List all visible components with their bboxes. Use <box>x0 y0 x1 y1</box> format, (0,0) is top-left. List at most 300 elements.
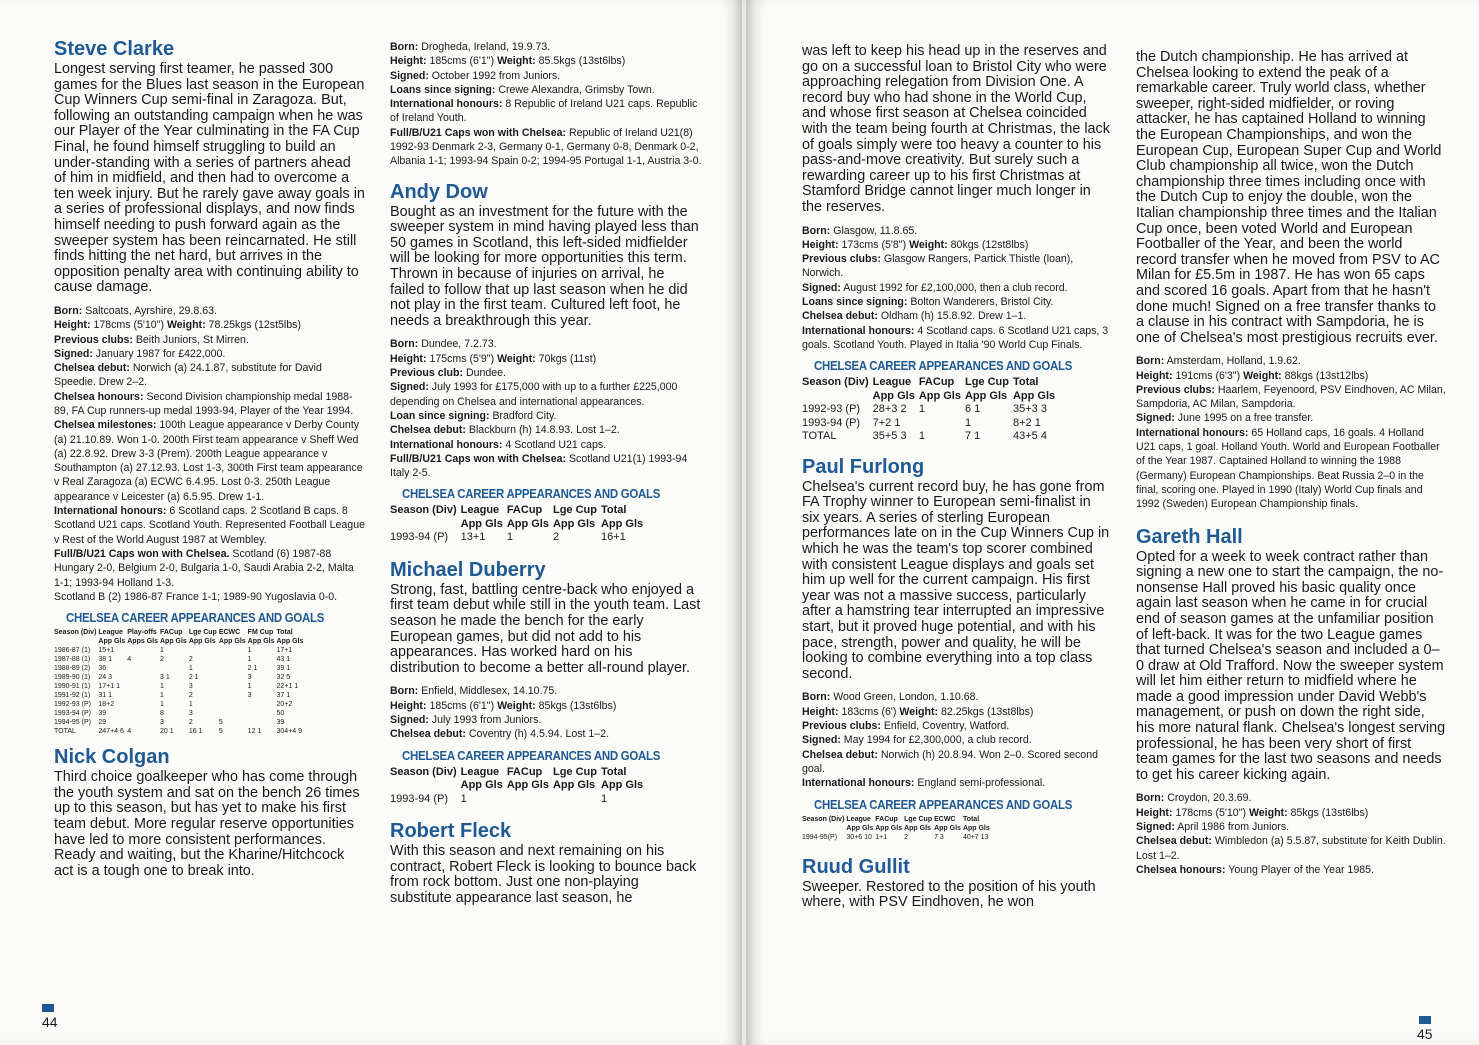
player-nick-colgan <box>54 746 366 879</box>
height-value: 185cms (6'1") <box>429 55 495 68</box>
born-value: Enfield, Middlesex, 14.10.75. <box>421 685 558 698</box>
table-cell: 1 <box>159 692 164 700</box>
table-header: League <box>98 629 123 637</box>
player-name: Gareth Hall <box>1136 525 1243 548</box>
table-cell: 1 <box>918 403 925 416</box>
weight-value: 70kgs (11st) <box>538 352 597 365</box>
table-cell: 1993-94 (P) <box>54 710 91 718</box>
table-header: FACup <box>875 815 898 823</box>
right-page <box>746 0 1479 1045</box>
weight-value: 80kgs (12st8lbs) <box>950 238 1029 251</box>
page-marker <box>1419 1016 1431 1024</box>
stat-label: Signed: <box>1136 412 1175 425</box>
table-cell: 17+1 1 <box>98 683 121 691</box>
table-header: League <box>846 815 871 823</box>
table-cell <box>127 718 160 727</box>
table-cell: 1+1 <box>875 833 888 841</box>
stat-label: Full/B/U21 Caps won with Chelsea: <box>390 126 567 139</box>
prev-clubs-value: Glasgow Rangers, Partick Thistle (loan), Norwich. <box>802 253 1074 280</box>
player-bio: Third choice goalkeeper who has come through the youth system and sat on the bench 26 times up to this season, but has yet to make his first team debut. More regular reserve opportunities have led to more consistent performances. Ready and waiting, but the Kharine/Hitchcock act is a tough one to break into. <box>54 769 360 879</box>
career-table-title: CHELSEA CAREER APPEARANCES AND GOALS <box>814 796 1073 812</box>
player-andy-dow <box>390 181 702 545</box>
table-cell <box>219 691 248 700</box>
table-cell <box>219 709 248 718</box>
stat-label: International honours: <box>390 98 503 111</box>
stat-label: Previous club: <box>390 367 463 380</box>
career-table <box>54 628 305 736</box>
prev-clubs-value: Enfield, Coventry, Watford. <box>883 720 1010 733</box>
table-cell: 35+3 3 <box>1012 403 1047 416</box>
table-header: App Gls <box>218 638 246 646</box>
table-cell: 39 <box>276 719 285 727</box>
table-cell: 12 1 <box>247 728 262 736</box>
prev-clubs-value: Beith Juniors, St Mirren. <box>135 333 249 346</box>
stat-label: Full/B/U21 Caps won with Chelsea: <box>390 452 567 465</box>
table-header: Season (Div) <box>390 504 457 517</box>
table-cell: 1988-89 (2) <box>54 665 91 673</box>
table-cell: 2 <box>188 692 193 700</box>
table-cell: 2 <box>188 656 193 664</box>
prev-clubs-value: Haarlem, Feyenoord, PSV Eindhoven, AC Milan, Sampdoria, AC Milan, Sampdoria. <box>1136 383 1446 411</box>
table-cell: 1 <box>188 701 193 709</box>
table-cell: 3 <box>159 719 164 727</box>
table-cell <box>127 673 160 682</box>
table-cell: 18+2 <box>98 701 115 709</box>
table-header: App Gls <box>964 389 1008 402</box>
table-cell <box>127 646 160 655</box>
career-table-title: CHELSEA CAREER APPEARANCES AND GOALS <box>402 486 661 502</box>
table-header: App Gls <box>552 517 596 530</box>
table-header: App Gls <box>159 638 187 646</box>
table-cell: 1 <box>159 647 164 655</box>
table-cell: 5 <box>218 719 223 727</box>
stat-label: Signed: <box>802 281 841 294</box>
table-cell: 1 <box>460 792 467 805</box>
player-michael-duberry <box>390 559 702 806</box>
player-bio: Opted for a week to week contract rather than signing a new one to start the campaign, the no-nonsense Hall proved his basic quality once again last season when he came in for crucial end of season games at the unfamiliar position of left-back. It was for the two League games that turned Chelsea's season and included a 0–0 draw at Old Trafford. Now the sweeper system will let him either return to midfield where he made a good impression under David Webb's management, or push on down the right side, his more natural flank. Chelsea's longest serving professional, he has been very short of first team games for the last two seasons and needs to get his career kicking again. <box>1136 548 1446 783</box>
stat-label: Height: <box>390 55 427 68</box>
table-header: App Gls <box>962 824 990 832</box>
table-cell: 3 <box>188 710 193 718</box>
career-table <box>802 815 992 842</box>
born-value: Drogheda, Ireland, 19.9.73. <box>421 41 551 53</box>
player-name: Nick Colgan <box>54 746 170 769</box>
born-value: Amsterdam, Holland, 1.9.62. <box>1166 355 1301 368</box>
stat-label: International honours: <box>802 777 915 790</box>
table-header: FM Cup <box>247 629 274 637</box>
stat-label: Signed: <box>390 381 429 394</box>
table-header: ECWC <box>934 815 956 823</box>
table-cell <box>127 700 160 709</box>
table-header: App Gls <box>872 389 915 402</box>
signed-value: June 1995 on a free transfer. <box>1177 412 1314 425</box>
table-header-row <box>802 824 992 833</box>
table-cell: 43+5 4 <box>1012 430 1047 443</box>
table-header: App Gls <box>1012 389 1056 402</box>
weight-value: 88kgs (13st12lbs) <box>1284 369 1369 382</box>
player-bio: the Dutch championship. He has arrived at Chelsea looking to extend the peak of a remarkable career. Truly world class, whether sweeper, right-sided midfielder, or roving attacker, he has captained Holland to winning the European Championships, and won the European Cup, European Super Cup and World Club championship all twice, won the Dutch championship three times including once with the Dutch Cup to enjoy the double, won the Italian championship three times and the Italian Cup once, been voted World and European Footballer of the Year, and been the world record transfer when he moved from PSV to AC Milan for £5.5m in 1987. He has won 65 caps and scored 16 goals. Apart from that he hasn't done much! Signed on a free transfer thanks to a clause in his contract with Sampdoria, he is one of Chelsea's most prestigious recruits ever. <box>1136 49 1442 346</box>
debut-value: Norwich (a) 24.1.87, substitute for David Speedie. Drew 2–2. <box>54 362 322 389</box>
table-cell: 1 <box>964 416 972 429</box>
debut-value: Norwich (h) 20.8.94. Won 2–0. Scored second goal. <box>802 748 1098 775</box>
table-header-row <box>390 766 647 780</box>
page-marker <box>42 1004 54 1012</box>
table-cell: 1989-90 (1) <box>54 674 91 682</box>
stat-label: Born: <box>1136 792 1165 805</box>
table-cell: 2 <box>159 656 164 664</box>
intl-value: 65 Holland caps, 16 goals. 4 Holland U21 caps, 1 goal. Holland Youth. World and European Footballer of the Year 1987. Captained Holland to winning the 1988 (Germany) European Championships. Beat Russia 2–0 in the final, scoring one. Played in 1990 (Italy) World Cup finals and 1992 (Sweden) European Championship finals. <box>1136 426 1440 511</box>
table-cell <box>127 691 160 700</box>
milestones-value: 100th League appearance v Derby County (a) 21.10.89. Won 1-0. 200th First team appearance v Sheff Wed (a) 22.8.92. Drew 3-3 (Prem). 200th League appearance v Southampton (a) 27.12.93. Lost 1-3, 300th First team appearance v Real Zaragoza (a) ECWC 6.4.95. Lost 0-3. 250th League appearance v Leicester (a) 6.5.95. Drew 1-1. <box>54 419 363 503</box>
stat-label: Chelsea debut: <box>390 424 466 437</box>
table-header: App Gls <box>460 517 503 530</box>
stat-label: Weight: <box>166 319 206 332</box>
table-cell: 1 <box>600 792 608 805</box>
table-cell: TOTAL <box>54 728 76 736</box>
table-row <box>54 718 305 727</box>
signed-value: August 1992 for £2,100,000, then a club record. <box>843 281 1068 294</box>
table-cell: 2 1 <box>247 665 258 673</box>
stat-label: International honours: <box>390 438 503 451</box>
page-number: 44 <box>42 1014 58 1030</box>
table-cell: 32 5 <box>276 674 291 682</box>
table-header: Season (Div) <box>54 629 97 637</box>
born-value: Dundee, 7.2.73. <box>421 338 497 351</box>
gullit-stats <box>1136 354 1446 511</box>
weight-value: 82.25kgs (13st8lbs) <box>941 705 1034 718</box>
table-cell: 1992-93 (P) <box>54 701 91 709</box>
caps-value: Scotland (6) 1987-88 Hungary 2-0, Belgium 2-0, Bulgaria 1-0, Saudi Arabia 2-2, Malta 1-1; 1993-94 Holland 1-3. <box>54 547 354 589</box>
player-name: Paul Furlong <box>802 455 925 478</box>
stat-label: Weight: <box>909 238 948 251</box>
debut-value: Oldham (h) 15.8.92. Drew 1–1. <box>880 310 1027 323</box>
table-cell <box>219 646 248 655</box>
table-header: App Gls <box>934 824 961 832</box>
honours-value: Second Division championship medal 1988-89, FA Cup runners-up medal 1993-94, Player of the Year 1994. <box>54 390 354 417</box>
table-header: App Gls <box>600 779 644 792</box>
stat-label: Height: <box>802 705 839 718</box>
stat-label: Loan since signing: <box>390 409 490 422</box>
height-value: 178cms (5'10") <box>93 319 164 332</box>
debut-value: Blackburn (h) 14.8.93. Lost 1–2. <box>468 424 620 437</box>
table-header-row <box>802 376 1059 390</box>
stat-label: Signed: <box>1136 821 1175 834</box>
table-header: FACup <box>159 629 183 637</box>
table-cell: 50 <box>276 710 285 718</box>
table-header: App Gls <box>918 389 961 402</box>
table-header: App Gls <box>276 638 304 646</box>
table-cell: 4 <box>127 656 132 664</box>
table-cell: 1 <box>247 647 252 655</box>
height-value: 185cms (6'1") <box>429 699 495 712</box>
born-value: Croydon, 20.3.69. <box>1167 792 1252 805</box>
stat-label: Loans since signing: <box>390 83 496 96</box>
b-caps-value: Scotland B (2) 1986-87 France 1-1; 1989-90 Yugoslavia 0-0. <box>54 590 338 603</box>
table-header: App Gls <box>188 638 216 646</box>
table-cell <box>919 417 965 431</box>
table-header: App Gls <box>904 824 931 832</box>
table-row <box>54 682 305 691</box>
table-cell: 13+1 <box>460 531 486 544</box>
player-bio: Strong, fast, battling centre-back who enjoyed a first team debut while still in the youth team. Last season he made the bench for the early European games, but did not add to his appearances. Has worked hard on his distribution to become a better all-round player. <box>390 581 701 676</box>
table-header: App Gls <box>506 517 549 530</box>
table-cell: 1991-92 (1) <box>54 692 91 700</box>
player-bio: With this season and next remaining on his contract, Robert Fleck is looking to bounce back from rock bottom. Just one non-playing substitute appearance last season, he <box>390 843 697 906</box>
table-cell <box>127 664 160 673</box>
born-value: Wood Green, London, 1.10.68. <box>833 691 979 704</box>
table-cell: 28+3 2 <box>872 403 907 416</box>
stat-label: Born: <box>54 304 83 317</box>
stat-label: Signed: <box>390 69 429 82</box>
loans-value: Bolton Wanderers, Bristol City. <box>910 296 1054 309</box>
table-cell: 16 1 <box>188 728 203 736</box>
table-header: Total <box>276 629 293 637</box>
table-header: FACup <box>506 504 543 517</box>
table-header: Play-offs <box>127 629 157 637</box>
table-header: League <box>460 765 500 778</box>
born-value: Glasgow, 11.8.65. <box>833 224 918 237</box>
table-header <box>390 518 461 532</box>
table-cell: 20+2 <box>276 701 293 709</box>
player-bio: Chelsea's current record buy, he has gone from FA Trophy winner to European semi-finalist in six years. A series of sterling European performances late on in the Cup Winners Cup in which he was the team's top scorer combined with consistent League displays and goals set him up well for the current campaign. His first year was not a massive success, particularly after a hamstring tear interrupted an impressive start, but it proved huge potential, and with his pace, strength, power and quality, he will be looking to combine everything into a top class second. <box>802 478 1110 682</box>
table-cell: 3 <box>247 692 252 700</box>
table-cell <box>248 700 277 709</box>
table-row <box>802 403 1059 417</box>
stat-label: Born: <box>390 41 419 53</box>
stat-label: Weight: <box>497 55 536 68</box>
stat-label: Born: <box>390 338 419 351</box>
table-header <box>802 824 846 833</box>
table-header: FACup <box>506 765 543 778</box>
table-cell: 37 1 <box>276 692 291 700</box>
table-cell: 1993-94 (P) <box>390 792 449 805</box>
stat-label: International honours: <box>802 324 915 337</box>
table-header-row <box>390 518 647 532</box>
weight-value: 85kgs (13st6lbs) <box>538 699 617 712</box>
table-cell: 1 <box>918 430 925 443</box>
table-cell: 3 <box>188 683 193 691</box>
table-header: Total <box>1012 376 1039 389</box>
table-cell: 16+1 <box>600 531 626 544</box>
table-cell: 8 <box>159 710 164 718</box>
table-cell: 247+4 6 <box>98 728 124 736</box>
table-header: Total <box>962 815 980 823</box>
table-cell <box>219 664 248 673</box>
table-row <box>54 646 305 655</box>
stat-label: Weight: <box>899 705 939 718</box>
table-row <box>54 655 305 664</box>
table-cell <box>219 673 248 682</box>
player-robert-fleck-continued <box>802 44 1110 444</box>
table-cell: 4 <box>127 728 132 736</box>
stat-label: Height: <box>1136 806 1173 819</box>
table-cell: 22+1 1 <box>276 683 299 691</box>
left-column-2 <box>390 40 702 915</box>
stat-label: Full/B/U21 Caps won with Chelsea. <box>54 547 230 560</box>
table-header: App Gls <box>98 638 126 646</box>
table-header-row <box>390 504 647 518</box>
table-header: Apps Gls <box>127 638 158 646</box>
table-cell: 5 <box>218 728 223 736</box>
table-row <box>390 531 647 545</box>
stat-label: Height: <box>390 352 427 365</box>
born-value: Saltcoats, Ayrshire, 29.8.63. <box>85 304 217 317</box>
table-cell: 2 <box>552 531 560 544</box>
player-name: Michael Duberry <box>390 558 546 581</box>
table-row <box>390 793 647 807</box>
table-cell <box>219 655 248 664</box>
table-cell: 7+2 1 <box>872 416 901 429</box>
colgan-stats <box>390 40 702 169</box>
stat-label: Height: <box>1136 369 1173 382</box>
loans-value: Crewe Alexandra, Grimsby Town. <box>498 83 655 96</box>
height-value: 178cms (5'10") <box>1175 806 1246 819</box>
weight-value: 78.25kgs (12st5lbs) <box>208 319 301 332</box>
table-header-row <box>390 779 647 793</box>
stat-label: Born: <box>390 685 419 698</box>
table-header: FACup <box>918 376 955 389</box>
table-header: Lge Cup <box>188 629 217 637</box>
stat-label: Previous clubs: <box>802 253 881 266</box>
stat-label: Weight: <box>497 352 536 365</box>
loan-value: Bradford City. <box>492 409 557 422</box>
player-gareth-hall <box>1136 526 1446 878</box>
height-value: 175cms (5'9") <box>429 352 495 365</box>
signed-value: May 1994 for £2,300,000, a club record. <box>843 734 1032 747</box>
table-cell <box>189 646 219 655</box>
table-cell: 1990-91 (1) <box>54 683 91 691</box>
table-cell: 20 1 <box>159 728 174 736</box>
table-cell <box>553 793 601 807</box>
table-header: League <box>872 376 912 389</box>
player-bio: Bought as an investment for the future with the sweeper system in mind having played less than 50 games in Scotland, this left-sided midfielder will be looking for more opportunities this term. Thrown in because of injuries on arrival, he failed to follow that up last season when he did not play in the first team. Cultured left foot, he needs a breakthrough this year. <box>390 203 699 329</box>
stat-label: Previous clubs: <box>802 720 881 733</box>
stat-label: Born: <box>1136 355 1165 368</box>
career-table-title: CHELSEA CAREER APPEARANCES AND GOALS <box>66 610 325 626</box>
player-name: Robert Fleck <box>390 820 512 843</box>
player-bio: was left to keep his head up in the reserves and go on a successful loan to Bristol City who were approaching relegation from Division One. A record buy who had shone in the World Cup, and whose first season at Chelsea coincided with the team being fourth at Christmas, the lack of goals simply were too heavy a counter to his pass-and-move creativity. But surely such a rewarding career up to his first Christmas at Stamford Bridge cannot linger much longer in the reserves. <box>802 43 1110 215</box>
height-value: 173cms (5'8") <box>841 238 907 251</box>
table-header: Lge Cup <box>552 504 597 517</box>
caps-value: Scotland U21(1) 1993-94 Italy 2-5. <box>390 452 688 480</box>
player-robert-fleck <box>390 820 702 906</box>
table-cell: 40+7 13 <box>962 833 989 841</box>
table-cell: 1 <box>506 531 513 544</box>
table-header: Lge Cup <box>964 376 1009 389</box>
stat-label: International honours: <box>54 505 167 518</box>
table-header: Total <box>600 504 627 517</box>
table-cell <box>127 682 160 691</box>
table-cell: 36 <box>98 665 107 673</box>
page-number: 45 <box>1417 1026 1433 1042</box>
table-cell: TOTAL <box>802 430 837 443</box>
table-cell: 1 <box>159 701 164 709</box>
table-header <box>390 779 461 793</box>
table-cell: 6 1 <box>964 403 981 416</box>
intl-value: 4 Scotland caps. 6 Scotland U21 caps, 3 goals. Scotland Youth. Played in Italia '90 World Cup Finals. <box>802 324 1109 351</box>
table-cell: 304+4 9 <box>276 728 303 736</box>
table-cell: 1994-95 (P) <box>54 719 91 727</box>
table-cell: 24 3 <box>98 674 113 682</box>
stat-label: Signed: <box>54 347 93 360</box>
signed-value: July 1993 from Juniors. <box>431 714 542 727</box>
stat-label: Weight: <box>497 699 536 712</box>
stat-label: Chelsea debut: <box>54 362 130 375</box>
table-cell: 8+2 1 <box>1012 416 1041 429</box>
table-cell <box>219 682 248 691</box>
player-bio: Longest serving first teamer, he passed 300 games for the Blues last season in the European Cup Winners Cup semi-final in Zaragoza. But, following an outstanding campaign when he was our Player of the Year culminating in the FA Cup Final, he found himself struggling to build an under-standing with a series of partners ahead of him in midfield, and then had to overcome a ten week injury. But he rarely gave away goals in a series of professional displays, and now finds himself needing to push forward again as the sweeper system has been reincarnated. He still finds hitting the net hard, but arrives in the opposition penalty area with continuing ability to cause damage. <box>54 61 365 296</box>
table-header: App Gls <box>552 779 596 792</box>
table-cell: 38 1 <box>98 656 113 664</box>
table-header: ECWC <box>218 629 241 637</box>
table-header: App Gls <box>600 517 644 530</box>
table-header: Season (Div) <box>802 815 845 823</box>
right-column-2 <box>1136 50 1446 883</box>
player-name: Andy Dow <box>390 180 488 203</box>
stat-label: Weight: <box>1243 369 1282 382</box>
table-row <box>54 709 305 718</box>
table-cell: 39 1 <box>276 665 291 673</box>
career-table-body <box>54 646 305 736</box>
table-row <box>54 691 305 700</box>
player-name: Steve Clarke <box>54 38 175 60</box>
career-table <box>802 376 1059 444</box>
table-header-row <box>802 390 1059 404</box>
player-name: Ruud Gullit <box>802 855 910 878</box>
table-header: Lge Cup <box>552 765 597 778</box>
table-cell <box>507 793 553 807</box>
table-row <box>54 727 305 736</box>
table-row <box>54 700 305 709</box>
honours-value: Young Player of the Year 1985. <box>1228 863 1374 876</box>
debut-value: Coventry (h) 4.5.94. Lost 1–2. <box>468 728 610 741</box>
stat-label: Height: <box>802 238 839 251</box>
table-row <box>54 673 305 682</box>
table-cell: 1994-95(P) <box>802 833 838 841</box>
table-cell: 1 <box>247 683 252 691</box>
table-cell: 1 <box>159 683 164 691</box>
intl-value: 8 Republic of Ireland U21 caps. Republic of Ireland Youth. <box>390 98 698 125</box>
table-cell: 39 <box>98 710 107 718</box>
player-stats <box>802 690 1110 790</box>
table-row <box>54 664 305 673</box>
career-table-title: CHELSEA CAREER APPEARANCES AND GOALS <box>814 358 1073 374</box>
stat-label: Chelsea milestones: <box>54 419 157 432</box>
table-cell: 7 3 <box>934 833 944 841</box>
weight-value: 85kgs (13st6lbs) <box>1290 806 1369 819</box>
table-header-row <box>802 815 992 824</box>
stat-label: Born: <box>802 691 831 704</box>
player-stats <box>1136 791 1446 877</box>
signed-value: January 1987 for £422,000. <box>95 347 226 360</box>
stat-label: Signed: <box>390 714 429 727</box>
height-value: 183cms (6') <box>841 705 897 718</box>
stat-label: Weight: <box>1248 806 1288 819</box>
table-header: Season (Div) <box>390 765 457 778</box>
table-header: App Gls <box>875 824 903 832</box>
table-header: App Gls <box>506 779 549 792</box>
career-table <box>390 766 647 807</box>
weight-value: 85.5kgs (13st6lbs) <box>538 55 626 68</box>
table-cell: 3 1 <box>159 674 170 682</box>
caps-value: Republic of Ireland U21(8) 1992-93 Denmark 2-3, Germany 0-1, Germany 0-8, Denmark 0-2, Albania 1-1; 1993-94 Spain 0-2; 1994-95 Portugal 1-1, Austria 3-0. <box>390 126 702 168</box>
table-cell: 35+5 3 <box>872 430 907 443</box>
table-cell: 1992-93 (P) <box>802 403 861 416</box>
table-row <box>802 417 1059 431</box>
stat-label: Chelsea debut: <box>802 748 878 761</box>
player-stats <box>390 337 702 480</box>
intl-value: 4 Scotland U21 caps. <box>505 438 607 451</box>
